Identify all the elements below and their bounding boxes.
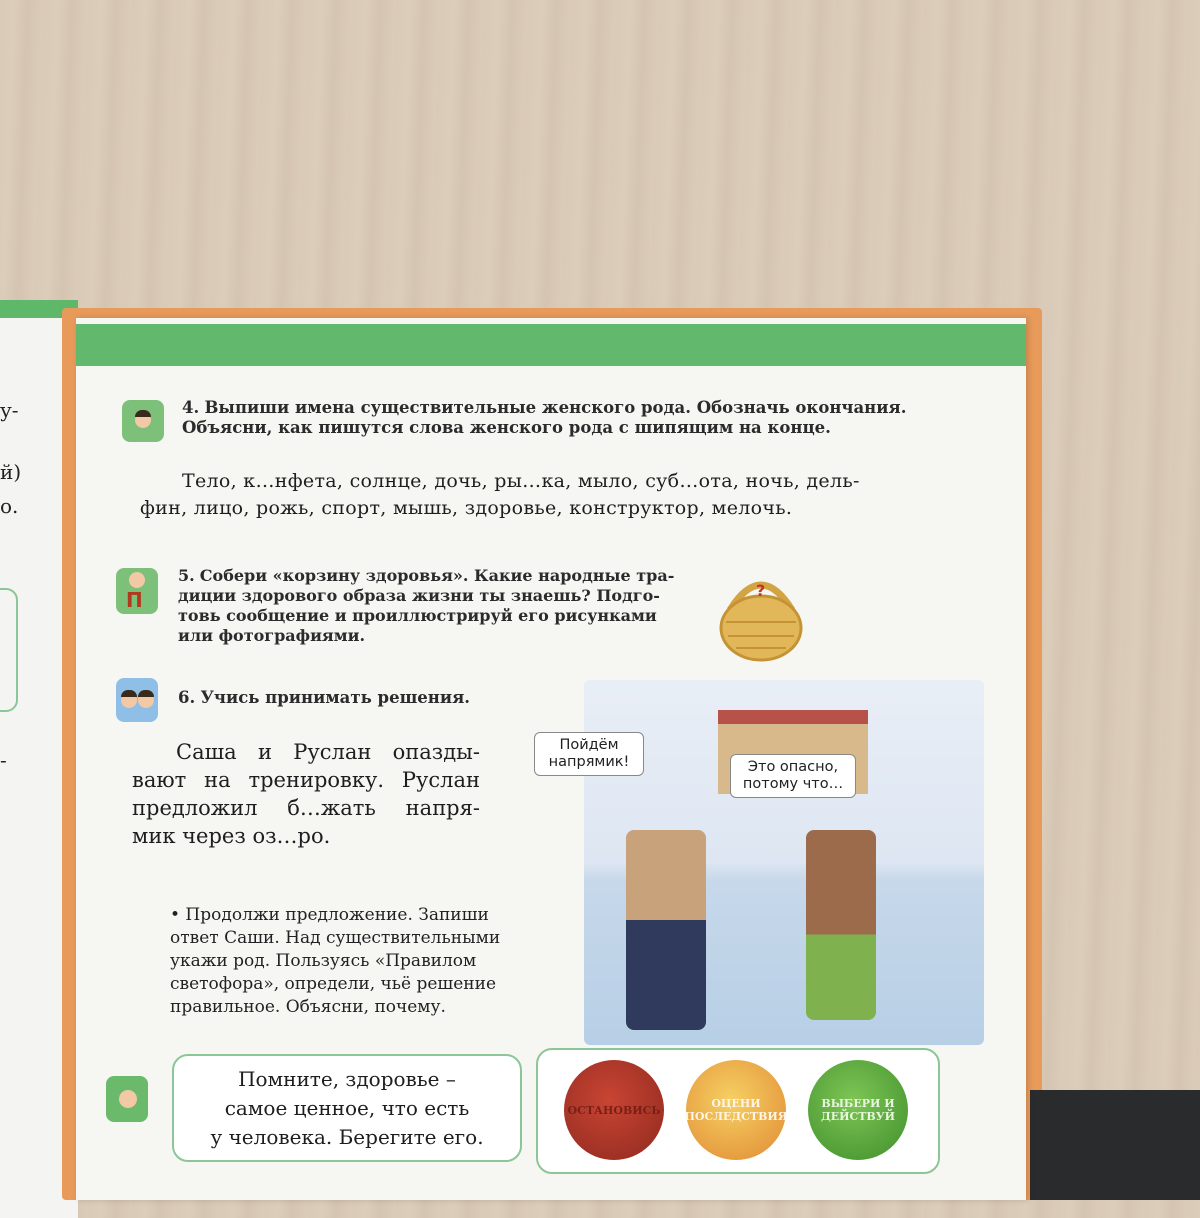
story-word: Руслан: [293, 740, 372, 764]
left-page-text: -: [0, 748, 7, 772]
left-page-text: о.: [0, 494, 19, 518]
word-list-line-1: Тело, к…нфета, солнце, дочь, ры…ка, мыло, суб…ота, ночь, дель-: [182, 470, 860, 492]
ruslan-figure: [806, 830, 876, 1020]
bullet-line: укажи род. Пользуясь «Правилом: [170, 951, 477, 971]
story-word: напря-: [405, 796, 480, 820]
story-word: тренировку.: [248, 768, 385, 792]
teacher-icon: [116, 568, 158, 614]
story-word: Саша: [176, 740, 237, 764]
sasha-figure: [626, 830, 706, 1030]
header-band: [76, 324, 1026, 366]
task-4-line-2: Объясни, как пишутся слова женского рода с шипящим на конце.: [182, 418, 831, 437]
traffic-light-rule: [536, 1048, 940, 1174]
red-light-stop: ОСТАНОВИСЬ: [564, 1060, 664, 1160]
left-page-frame: [0, 588, 18, 712]
story-word: б…жать: [287, 796, 376, 820]
basket-icon: [716, 570, 806, 664]
task-4-number: 4.: [182, 398, 200, 417]
story-word: и: [257, 740, 272, 764]
story-word: вают: [132, 768, 187, 792]
speech-bubble-left: [534, 732, 644, 776]
task-4-instructions: [182, 398, 942, 438]
memo-line: самое ценное, что есть: [224, 1095, 470, 1120]
story-word: мик через оз…ро.: [132, 824, 331, 848]
speech-bubble-right: [730, 754, 856, 798]
green-light-act: ВЫБЕРИ И ДЕЙСТВУЙ: [808, 1060, 908, 1160]
task-6-number: 6.: [178, 688, 196, 707]
task-5-instructions: [178, 566, 688, 646]
background-object: [1030, 1090, 1200, 1200]
story-word: Руслан: [401, 768, 480, 792]
boy-icon: [122, 400, 164, 442]
task-6-title: [178, 688, 598, 708]
task-5-number: 5.: [178, 566, 195, 585]
task-6-story: [132, 738, 480, 850]
bubble-line: Пойдём: [559, 737, 619, 753]
bubble-line: потому что…: [742, 776, 844, 792]
task-5-icon-letter: П: [126, 588, 143, 612]
bullet-line: • Продолжи предложение. Запиши: [170, 905, 489, 925]
basket-question-mark: ?: [756, 581, 766, 600]
left-page-text: й): [0, 460, 22, 484]
task-4-line-1: Выпиши имена существительные женского рода. Обозначь окончания.: [204, 398, 907, 417]
textbook-page: [76, 318, 1026, 1200]
bullet-line: правильное. Объясни, почему.: [170, 997, 446, 1017]
two-children-icon: [116, 678, 158, 722]
task-5-line: Собери «корзину здоровья». Какие народные тра-: [199, 566, 675, 585]
task-6-bullet: [170, 904, 550, 1019]
bubble-line: напрямик!: [548, 754, 630, 770]
teacher-portrait-icon: [106, 1076, 148, 1122]
bullet-line: ответ Саши. Над существительными: [170, 928, 501, 948]
winter-scene-illustration: [548, 680, 984, 1045]
memo-line: Помните, здоровье –: [238, 1066, 456, 1091]
story-word: опазды-: [392, 740, 480, 764]
story-word: на: [204, 768, 231, 792]
task-5-line: диции здорового образа жизни ты знаешь? Подго-: [178, 586, 660, 605]
story-word: предложил: [132, 796, 258, 820]
task-5-line: товь сообщение и проиллюстрируй его рисунками: [178, 606, 657, 625]
bubble-line: Это опасно,: [747, 759, 839, 775]
memo-line: у человека. Берегите его.: [210, 1124, 484, 1149]
task-6-title-text: Учись принимать решения.: [200, 688, 471, 707]
word-list-line-2: фин, лицо, рожь, спорт, мышь, здоровье, конструктор, мелочь.: [140, 497, 793, 519]
task-5-line: или фотографиями.: [178, 626, 366, 645]
left-page-text: у-: [0, 398, 19, 422]
yellow-light-evaluate: ОЦЕНИ ПОСЛЕДСТВИЯ: [686, 1060, 786, 1160]
bullet-line: светофора», определи, чьё решение: [170, 974, 497, 994]
memo-box: [172, 1054, 522, 1162]
task-4-word-list: [140, 468, 940, 522]
